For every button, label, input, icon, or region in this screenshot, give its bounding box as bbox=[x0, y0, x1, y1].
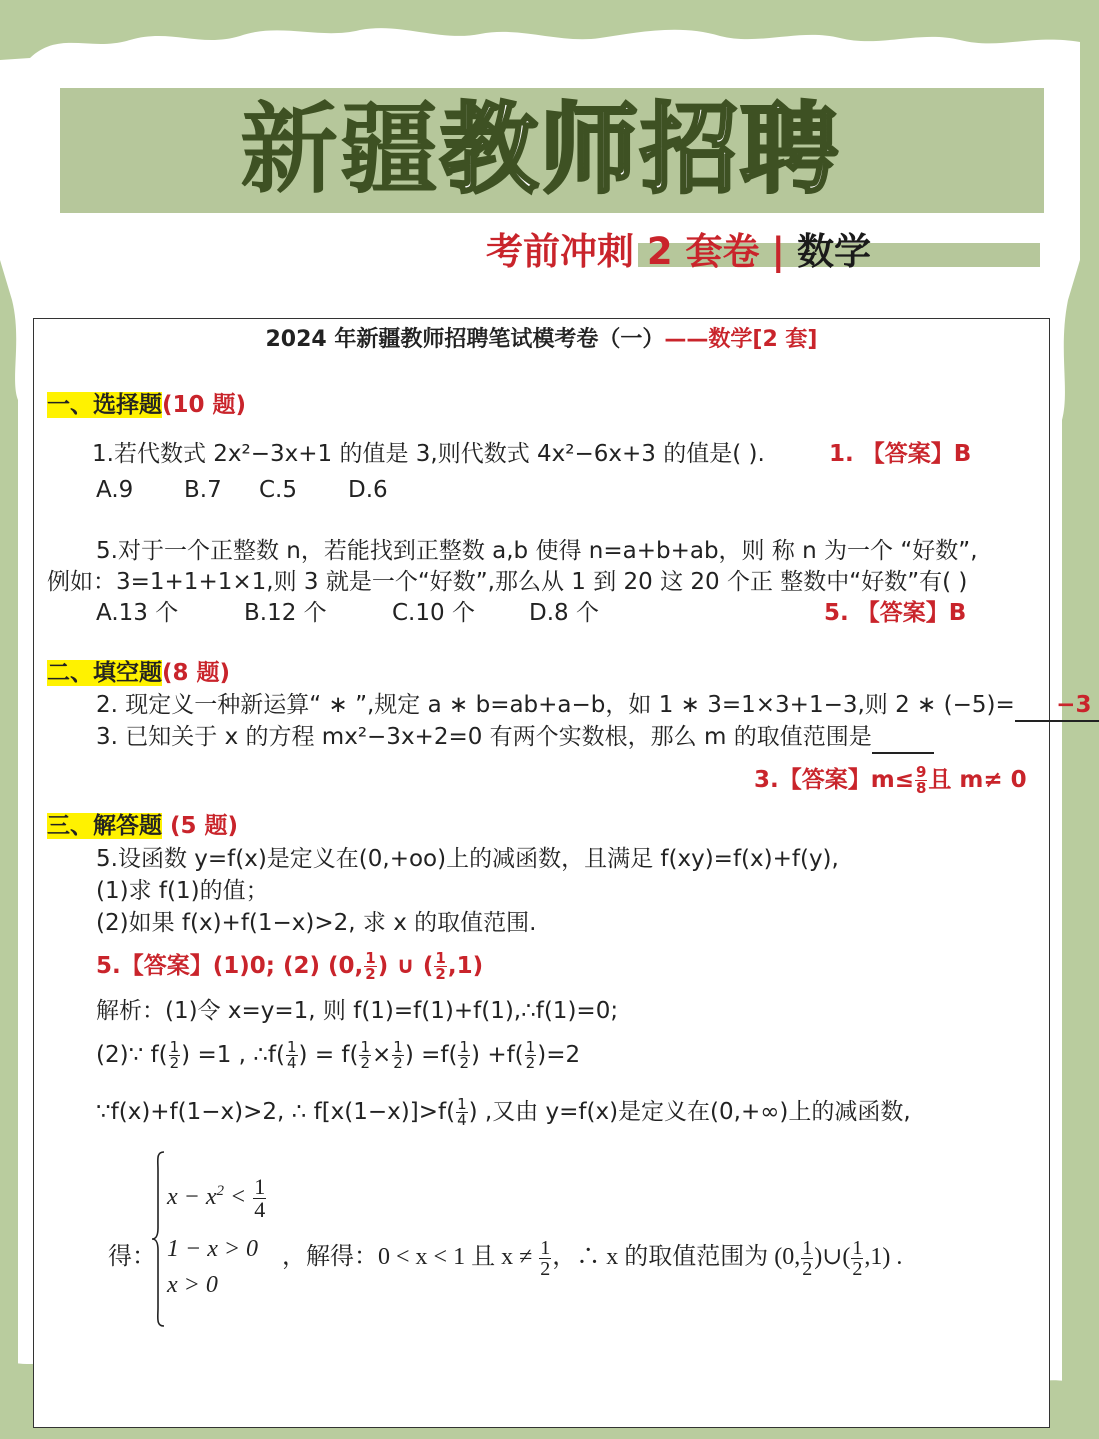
title-part-1: 新疆 bbox=[239, 93, 440, 207]
question-5-option-b: B.12 个 bbox=[244, 600, 327, 626]
question-1-option-b: B.7 bbox=[184, 477, 222, 503]
subtitle bbox=[486, 226, 871, 278]
system-de-label: 得： bbox=[108, 1244, 156, 1270]
question-5-line-2: 例如：3=1+1+1×1,则 3 就是一个“好数”,那么从 1 到 20 这 20 个正 整数中“好数”有( ) bbox=[47, 569, 968, 595]
solve-question-5-line-3: (2)如果 f(x)+f(1−x)>2, 求 x 的取值范围. bbox=[96, 910, 537, 936]
question-5-option-a: A.13 个 bbox=[96, 600, 179, 626]
fill-question-2-answer: −3 bbox=[1056, 692, 1092, 718]
question-5-option-d: D.8 个 bbox=[529, 600, 599, 626]
question-5-answer: 5. 【答案】B bbox=[824, 600, 967, 626]
question-1-text: 1.若代数式 2x²−3x+1 的值是 3,则代数式 4x²−6x+3 的值是( ). bbox=[92, 441, 765, 467]
question-1-answer: 1. 【答案】B bbox=[829, 441, 972, 467]
question-5-line-1: 5.对于一个正整数 n，若能找到正整数 a,b 使得 n=a+b+ab，则 称 n 为一个 “好数”, bbox=[96, 538, 978, 564]
question-1-option-c: C.5 bbox=[259, 477, 298, 503]
solution-step-1: 解析：(1)令 x=y=1, 则 f(1)=f(1)+f(1),∴f(1)=0; bbox=[96, 998, 619, 1024]
question-5-option-c: C.10 个 bbox=[392, 600, 475, 626]
section-2-heading: 二、填空题(8 题) bbox=[47, 660, 231, 686]
solve-question-5-line-2: (1)求 f(1)的值； bbox=[96, 878, 269, 904]
solution-step-2: (2)∵ f( $\frac{1}{2}$ ) =1 , ∴f( $\frac{1}{4}$ ) = f( $\frac{1}{2}$ × $\frac{1}{2}$ ) =f( $\frac{1}{2}$ ) +f( $\frac{1}{2}$ )=2 bbox=[96, 1038, 581, 1072]
system-equation-3: x > 0 bbox=[167, 1272, 218, 1298]
section-3-heading: 三、解答题 (5 题) bbox=[47, 813, 239, 839]
fill-question-2: 2. 现定义一种新运算“ ∗ ”,规定 a ∗ b=ab+a−b，如 1 ∗ 3=1×3+1−3,则 2 ∗ (−5)= −3 bbox=[96, 690, 1099, 722]
system-equation-1: $x - x^2$ < $\frac{1}{4}$ bbox=[167, 1174, 266, 1222]
doc-heading: 2024 年新疆教师招聘笔试模考卷（一）——数学[2 套] bbox=[265, 327, 818, 352]
system-equation-2: 1 − x > 0 bbox=[167, 1236, 259, 1262]
fill-question-3-answer: 3.【答案】m≤ $\frac{9}{8}$ 且 m≠ 0 bbox=[754, 763, 1027, 797]
solve-question-5-line-1: 5.设函数 y=f(x)是定义在(0,+oo)上的减函数，且满足 f(xy)=f(x)+f(y), bbox=[96, 846, 839, 872]
page-title bbox=[0, 88, 1080, 213]
subtitle-red: 考前冲刺 2 套卷 bbox=[486, 230, 760, 273]
subtitle-separator: | bbox=[771, 230, 786, 273]
question-1-option-a: A.9 bbox=[96, 477, 134, 503]
fill-question-3: 3. 已知关于 x 的方程 mx²−3x+2=0 有两个实数根，那么 m 的取值范围是 bbox=[96, 722, 934, 754]
solution-step-3: ∵f(x)+f(1−x)>2, ∴ f[x(1−x)]>f( $\frac{1}{4}$ ) ,又由 y=f(x)是定义在(0,+∞)上的减函数, bbox=[96, 1095, 911, 1129]
section-1-heading: 一、选择题(10 题) bbox=[47, 392, 247, 418]
title-part-2: 教师招聘 bbox=[440, 93, 841, 207]
system-solution: ，解得：0 < x < 1 且 x ≠ $\frac{1}{2}$ ，∴ x 的取值范围为 (0, $\frac{1}{2}$ )∪( $\frac{1}{2}$ ,1) . bbox=[282, 1236, 903, 1280]
solve-question-5-answer: 5.【答案】(1)0; (2) (0, $\frac{1}{2}$ ) ∪ ( $\frac{1}{2}$ ,1) bbox=[96, 949, 484, 983]
subtitle-subject: 数学 bbox=[797, 230, 872, 273]
question-1-option-d: D.6 bbox=[348, 477, 388, 503]
